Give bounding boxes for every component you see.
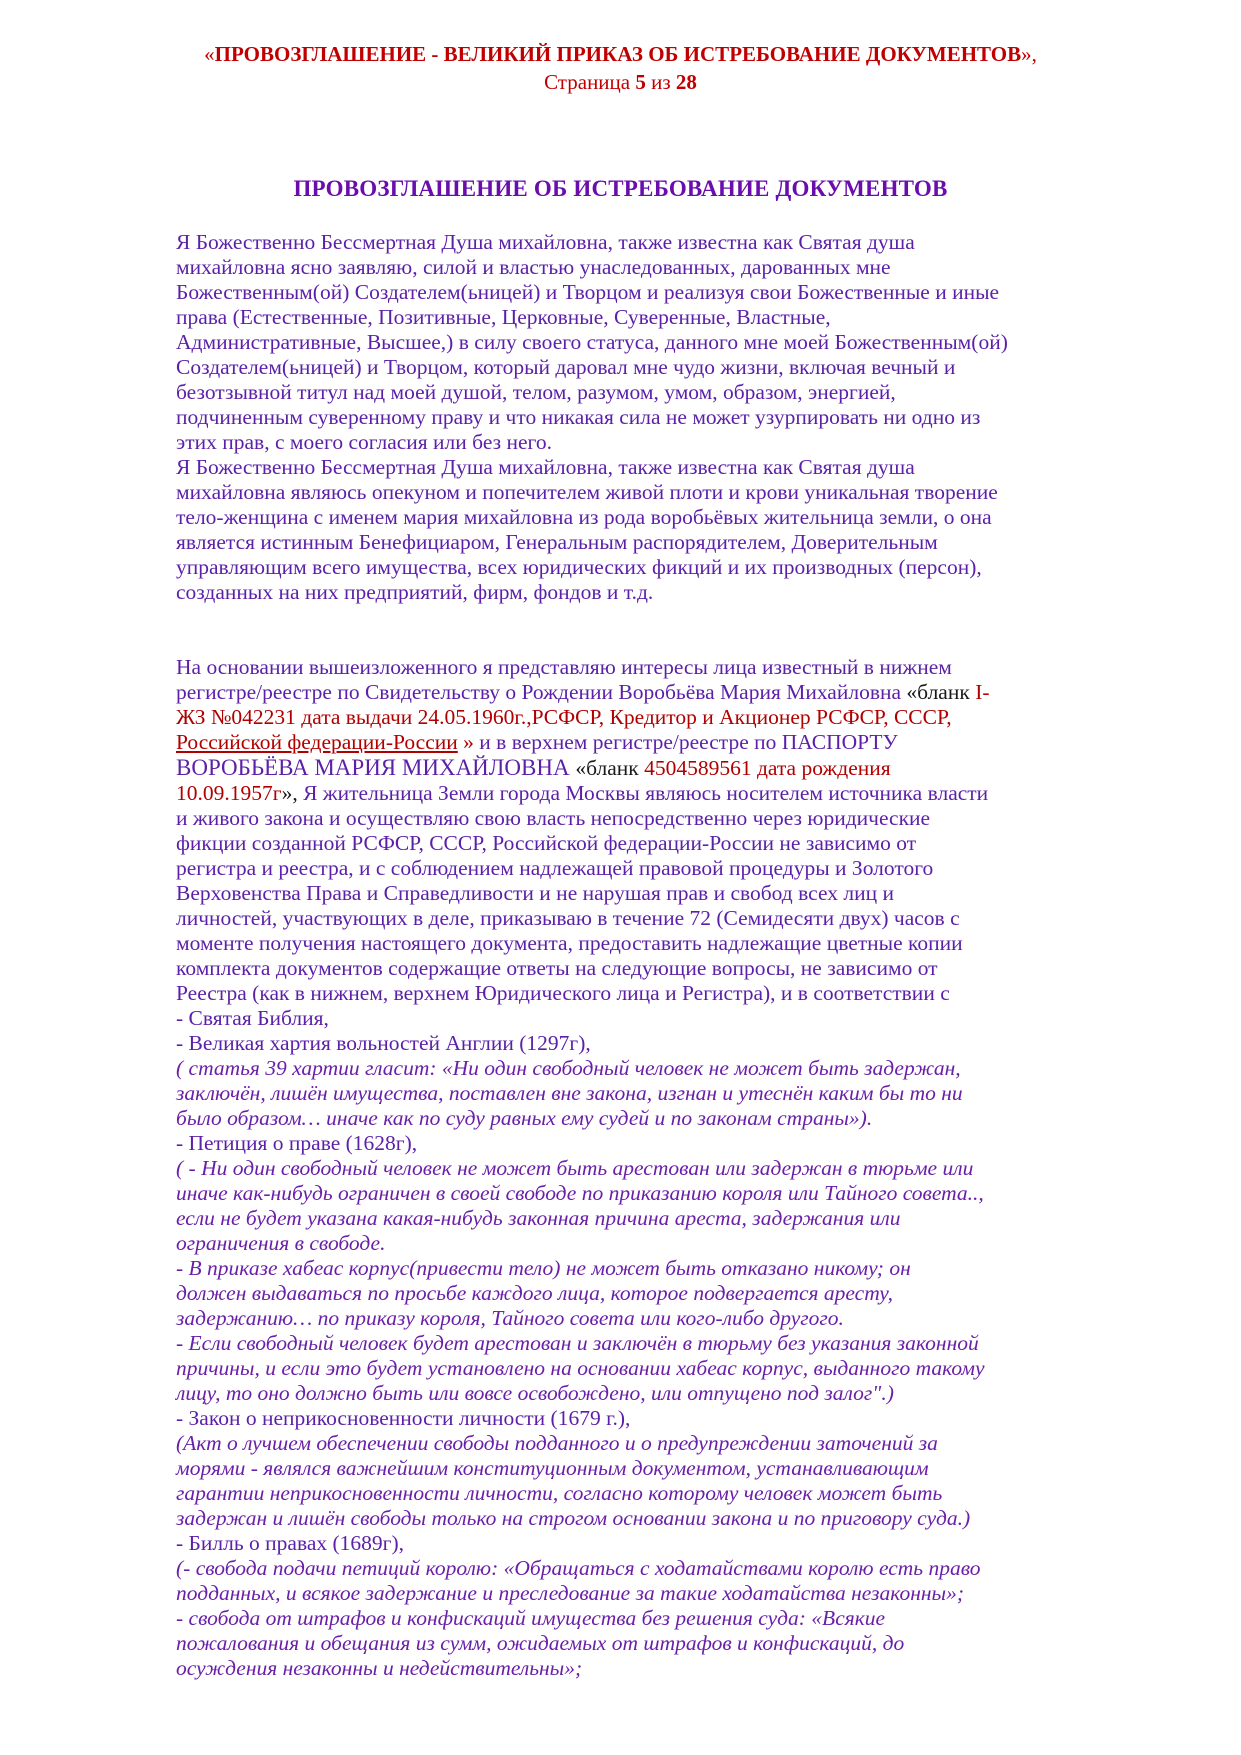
text-line: регистре/реестре по Свидетельству о Рождении Воробьёва Мария Михайловна «бланк I- xyxy=(176,680,990,704)
text-line: и живого закона и осуществляю свою власть непосредственно через юридические xyxy=(176,806,931,830)
text-line: Верховенства Права и Справедливости и не нарушая прав и свобод всех лиц и xyxy=(176,881,894,905)
text-line: комплекта документов содержащие ответы на следующие вопросы, не зависимо от xyxy=(176,956,938,980)
text-line: михайловна ясно заявляю, силой и властью унаследованных, дарованных мне xyxy=(176,255,891,279)
legal-sources-list xyxy=(176,1006,1156,1681)
text-line: Создателем(ьницей) и Творцом, который даровал мне чудо жизни, включая вечный и xyxy=(176,355,956,379)
paragraph-order xyxy=(176,655,1156,1006)
text-line: регистра и реестра, и с соблюдением надлежащей правовой процедуры и Золотого xyxy=(176,856,934,880)
page-indicator: Страница 5 из 28 xyxy=(544,70,697,94)
text-line: Российской федерации-России » и в верхнем регистре/реестре по ПАСПОРТУ xyxy=(176,730,898,754)
spacer xyxy=(176,630,1156,655)
paragraph-guardian xyxy=(176,455,1156,605)
text-line: созданных на них предприятий, фирм, фондов и т.д. xyxy=(176,580,654,604)
quote-line: осуждения незаконны и недействительны»; xyxy=(176,1656,583,1680)
document-body xyxy=(176,230,1156,1681)
text-line: Я Божественно Бессмертная Душа михайловна, также известна как Святая душа xyxy=(176,230,915,254)
quote-line: иначе как-нибудь ограничен в своей свободе по приказанию короля или Тайного совета.., xyxy=(176,1181,984,1205)
list-item: - Великая хартия вольностей Англии (1297г), xyxy=(176,1031,591,1055)
list-item: - Билль о правах (1689г), xyxy=(176,1531,404,1555)
quote-line: ограничения в свободе. xyxy=(176,1231,386,1255)
text-line: безотзывной титул над моей душой, телом, разумом, умом, образом, энергией, xyxy=(176,380,896,404)
quote-line: подданных, и всякое задержание и преследование за такие ходатайства незаконны»; xyxy=(176,1581,964,1605)
paragraph-declaration xyxy=(176,230,1156,455)
header-title: ПРОВОЗГЛАШЕНИЕ - ВЕЛИКИЙ ПРИКАЗ ОБ ИСТРЕБОВАНИЕ ДОКУМЕНТОВ xyxy=(214,42,1022,66)
document-title: ПРОВОЗГЛАШЕНИЕ ОБ ИСТРЕБОВАНИЕ ДОКУМЕНТОВ xyxy=(293,176,948,201)
text-line: 10.09.1957г», Я жительница Земли города Москвы являюсь носителем источника власти xyxy=(176,781,989,805)
text-line: Божественным(ой) Создателем(ьницей) и Творцом и реализуя свои Божественные и иные xyxy=(176,280,1000,304)
text-line: является истинным Бенефициаром, Генеральным распорядителем, Доверительным xyxy=(176,530,938,554)
quote-line: лицу, то оно должно быть или вовсе освобождено, или отпущено под залог".) xyxy=(176,1381,894,1405)
text-line: подчиненным суверенному праву и что никакая сила не может узурпировать ни одно из xyxy=(176,405,981,429)
quote-line: задержанию… по приказу короля, Тайного совета или кого-либо другого. xyxy=(176,1306,844,1330)
text-line: Административные, Высшее,) в силу своего статуса, данного мне моей Божественным(ой) xyxy=(176,330,1008,354)
text-line: права (Естественные, Позитивные, Церковные, Суверенные, Властные, xyxy=(176,305,831,329)
quote-line: задержан и лишён свободы только на строгом основании закона и по приговору суда.) xyxy=(176,1506,971,1530)
text-line: фикции созданной РСФСР, СССР, Российской федерации-России не зависимо от xyxy=(176,831,917,855)
page-number: 5 xyxy=(635,70,646,94)
text-line: управляющим всего имущества, всех юридических фикций и их производных (персон), xyxy=(176,555,982,579)
quote-line: если не будет указана какая-нибудь законная причина ареста, задержания или xyxy=(176,1206,901,1230)
text-line: этих прав, с моего согласия или без него. xyxy=(176,430,552,454)
quote-line: - свобода от штрафов и конфискаций имущества без решения суда: «Всякие xyxy=(176,1606,886,1630)
page-header xyxy=(0,40,1241,96)
text-line: ЖЗ №042231 дата выдачи 24.05.1960г.,РСФСР, Кредитор и Акционер РСФСР, СССР, xyxy=(176,705,952,729)
quote-line: - В приказе хабеас корпус(привести тело) не может быть отказано никому; он xyxy=(176,1256,911,1280)
spacer xyxy=(176,605,1156,630)
quote-line: гарантии неприкосновенности личности, согласно которому человек может быть xyxy=(176,1481,943,1505)
text-line: На основании вышеизложенного я представляю интересы лица известный в нижнем xyxy=(176,655,952,679)
quote-line: ( - Ни один свободный человек не может быть арестован или задержан в тюрьме или xyxy=(176,1156,974,1180)
text-line: личностей, участвующих в деле, приказываю в течение 72 (Семидесяти двух) часов с xyxy=(176,906,960,930)
text-line: Я Божественно Бессмертная Душа михайловна, также известна как Святая душа xyxy=(176,455,915,479)
page-total: 28 xyxy=(675,70,697,94)
text-line: Реестра (как в нижнем, верхнем Юридического лица и Регистра), и в соответствии с xyxy=(176,981,950,1005)
list-item: - Святая Библия, xyxy=(176,1006,329,1030)
quote-line: причины, и если это будет установлено на основании хабеас корпус, выданного такому xyxy=(176,1356,985,1380)
list-item: - Закон о неприкосновенности личности (1679 г.), xyxy=(176,1406,631,1430)
quote-line: должен выдаваться по просьбе каждого лица, которое подвергается аресту, xyxy=(176,1281,894,1305)
header-title-line: «ПРОВОЗГЛАШЕНИЕ - ВЕЛИКИЙ ПРИКАЗ ОБ ИСТРЕБОВАНИЕ ДОКУМЕНТОВ», xyxy=(204,42,1037,66)
quote-line: ( статья 39 хартии гласит: «Ни один свободный человек не может быть задержан, xyxy=(176,1056,961,1080)
quote-line: пожалования и обещания из сумм, ожидаемых от штрафов и конфискаций, до xyxy=(176,1631,905,1655)
text-line: моменте получения настоящего документа, предоставить надлежащие цветные копии xyxy=(176,931,963,955)
text-line: тело-женщина с именем мария михайловна из рода воробьёвых жительница земли, о она xyxy=(176,505,992,529)
text-line: ВОРОБЬЁВА МАРИЯ МИХАЙЛОВНА «бланк 4504589561 дата рождения xyxy=(176,755,891,780)
list-item: - Петиция о праве (1628г), xyxy=(176,1131,418,1155)
quote-line: заключён, лишён имущества, поставлен вне закона, изгнан и утеснён каким бы то ни xyxy=(176,1081,963,1105)
quote-line: (- свобода подачи петиций королю: «Обращаться с ходатайствами королю есть право xyxy=(176,1556,981,1580)
text-line: михайловна являюсь опекуном и попечителем живой плоти и крови уникальная творение xyxy=(176,480,998,504)
quote-line: - Если свободный человек будет арестован и заключён в тюрьму без указания законной xyxy=(176,1331,979,1355)
quote-line: было образом… иначе как по суду равных ему судей и по законам страны»). xyxy=(176,1106,873,1130)
quote-line: морями - являлся важнейшим конституционным документом, устанавливающим xyxy=(176,1456,929,1480)
quote-line: (Акт о лучшем обеспечении свободы подданного и о предупреждении заточений за xyxy=(176,1431,938,1455)
